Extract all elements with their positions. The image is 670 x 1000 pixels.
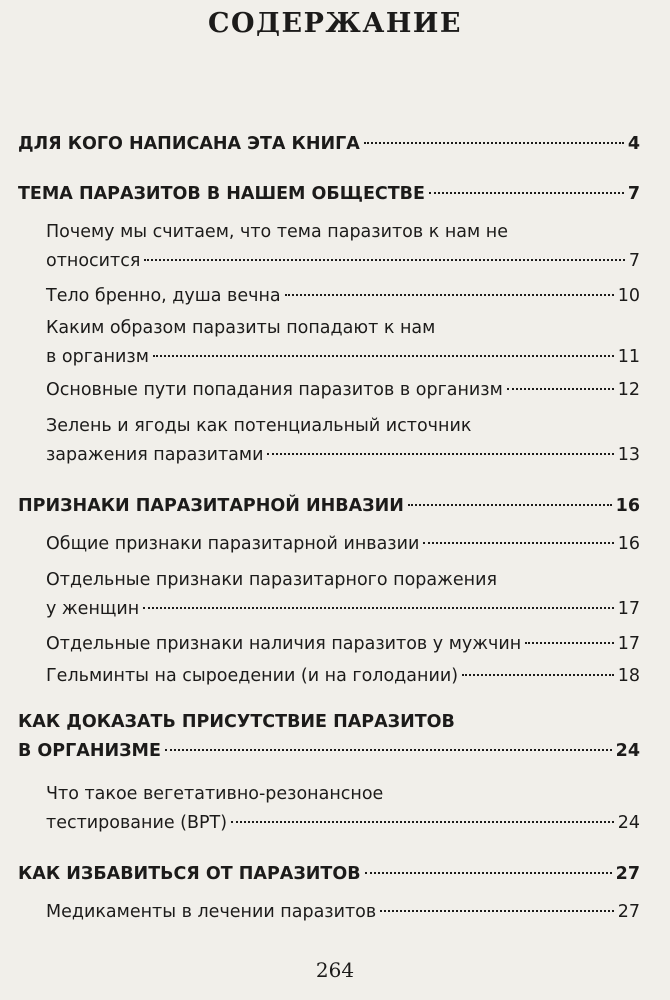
dot-leader [165, 749, 612, 751]
toc-entry-line [46, 662, 640, 691]
toc-entry-title: ДЛЯ КОГО НАПИСАНА ЭТА КНИГА [18, 134, 360, 154]
toc-entry-line [46, 595, 640, 624]
dot-leader [285, 294, 614, 296]
toc-entry-title: Общие признаки паразитарной инвазии [46, 534, 420, 554]
toc-entry-line [18, 130, 640, 159]
toc-entry-line [46, 247, 640, 276]
toc-chapter-entry[interactable] [18, 180, 640, 209]
toc-page-number: 7 [627, 184, 640, 204]
toc-section-entry[interactable] [46, 898, 640, 927]
toc-entry-title: Каким образом паразиты попадают к нам [46, 318, 436, 338]
dot-leader [364, 142, 624, 144]
toc-page-number: 27 [615, 864, 640, 884]
toc-entry-line [46, 898, 640, 927]
toc-page-number: 16 [615, 496, 640, 516]
toc-section-entry[interactable] [46, 780, 640, 838]
toc-entry-title: КАК ИЗБАВИТЬСЯ ОТ ПАРАЗИТОВ [18, 864, 361, 884]
toc-page-number: 11 [617, 347, 640, 367]
toc-chapter-entry[interactable] [18, 492, 640, 521]
dot-leader [143, 607, 614, 609]
toc-chapter-entry[interactable] [18, 130, 640, 159]
toc-entry-title: ПРИЗНАКИ ПАРАЗИТАРНОЙ ИНВАЗИИ [18, 496, 404, 516]
toc-entry-line [46, 218, 640, 247]
dot-leader [144, 259, 624, 261]
toc-entry-line [46, 376, 640, 405]
toc-entry-line [46, 314, 640, 343]
dot-leader [525, 642, 614, 644]
toc-entry-title: в организм [46, 347, 149, 367]
toc-entry-line [18, 492, 640, 521]
toc-page-number: 17 [617, 599, 640, 619]
toc-section-entry[interactable] [46, 662, 640, 691]
toc-page-number: 10 [617, 286, 640, 306]
toc-entry-line [46, 809, 640, 838]
toc-entry-line [46, 441, 640, 470]
dot-leader [380, 910, 614, 912]
toc-entry-title: у женщин [46, 599, 140, 619]
toc-entry-title: заражения паразитами [46, 445, 264, 465]
toc-entry-line [46, 566, 640, 595]
toc-entry-title: Зелень и ягоды как потенциальный источник [46, 416, 472, 436]
toc-page-number: 7 [628, 251, 640, 271]
toc-page-number: 13 [617, 445, 640, 465]
toc-section-entry[interactable] [46, 630, 640, 659]
toc-section-entry[interactable] [46, 566, 640, 624]
toc-entry-line [18, 737, 640, 766]
toc-section-entry[interactable] [46, 530, 640, 559]
toc-entry-title: относится [46, 251, 141, 271]
toc-entry-title: Почему мы считаем, что тема паразитов к нам не [46, 222, 508, 242]
page-title: СОДЕРЖАНИЕ [208, 8, 462, 39]
toc-entry-line [46, 282, 640, 311]
toc-entry-title: Отдельные признаки паразитарного поражения [46, 570, 497, 590]
dot-leader [507, 388, 614, 390]
dot-leader [462, 674, 614, 676]
toc-entry-line [18, 708, 640, 737]
dot-leader [153, 355, 614, 357]
toc-page-number: 12 [617, 380, 640, 400]
toc-entry-line [46, 412, 640, 441]
toc-section-entry[interactable] [46, 218, 640, 276]
toc-entry-title: Медикаменты в лечении паразитов [46, 902, 377, 922]
toc-entry-title: ТЕМА ПАРАЗИТОВ В НАШЕМ ОБЩЕСТВЕ [18, 184, 425, 204]
toc-chapter-entry[interactable] [18, 860, 640, 889]
toc-entry-title: Тело бренно, душа вечна [46, 286, 281, 306]
toc-entry-title: Основные пути попадания паразитов в организм [46, 380, 503, 400]
toc-entry-title: В ОРГАНИЗМЕ [18, 741, 161, 761]
page-number: 264 [315, 958, 355, 982]
toc-entry-title: Отдельные признаки наличия паразитов у мужчин [46, 634, 522, 654]
toc-page-number: 16 [617, 534, 640, 554]
toc-page-number: 17 [617, 634, 640, 654]
toc-entry-line [18, 860, 640, 889]
toc-entry-line [46, 780, 640, 809]
toc-chapter-entry[interactable] [18, 708, 640, 766]
toc-entry-title: Гельминты на сыроедении (и на голодании) [46, 666, 459, 686]
dot-leader [267, 453, 613, 455]
toc-entry-line [46, 630, 640, 659]
toc-page-number: 24 [615, 741, 640, 761]
toc-entry-line [46, 343, 640, 372]
toc-entry-line [18, 180, 640, 209]
dot-leader [365, 872, 612, 874]
toc-section-entry[interactable] [46, 376, 640, 405]
toc-entry-line [46, 530, 640, 559]
toc-entry-title: Что такое вегетативно-резонансное [46, 784, 384, 804]
toc-page-number: 4 [627, 134, 640, 154]
toc-section-entry[interactable] [46, 314, 640, 372]
toc-section-entry[interactable] [46, 412, 640, 470]
toc-page-number: 27 [617, 902, 640, 922]
toc-entry-title: тестирование (ВРТ) [46, 813, 228, 833]
dot-leader [429, 192, 624, 194]
dot-leader [231, 821, 614, 823]
toc-page-number: 18 [617, 666, 640, 686]
toc-page-number: 24 [617, 813, 640, 833]
toc-entry-title: КАК ДОКАЗАТЬ ПРИСУТСТВИЕ ПАРАЗИТОВ [18, 712, 455, 732]
toc-section-entry[interactable] [46, 282, 640, 311]
dot-leader [423, 542, 613, 544]
dot-leader [408, 504, 612, 506]
